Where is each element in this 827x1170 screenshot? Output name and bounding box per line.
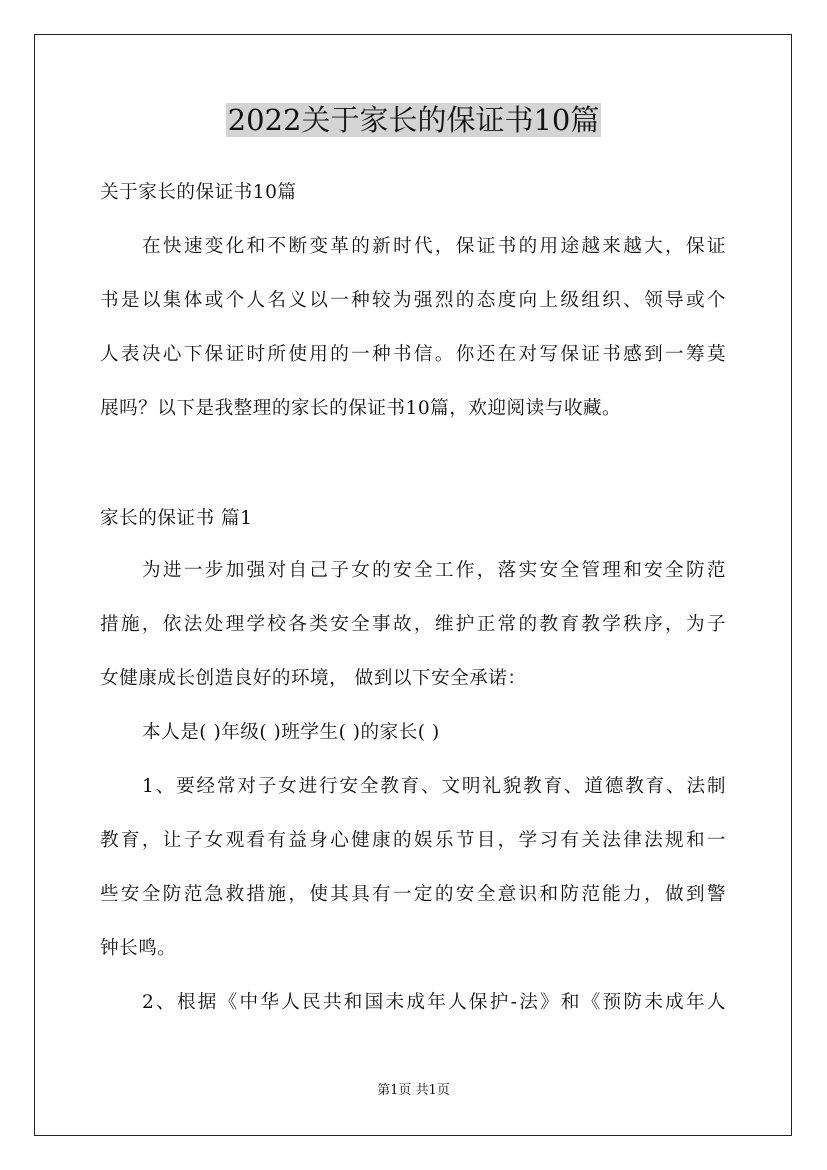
page-footer xyxy=(0,1081,827,1101)
section-line: 女健康成长创造良好的环境， 做到以下安全承诺： xyxy=(100,668,527,689)
item-1-line: 些安全防范急救措施，使其具有一定的安全意识和防范能力，做到警 xyxy=(100,884,726,905)
intro-paragraph xyxy=(100,220,726,436)
section-heading-text: 家长的保证书 篇1 xyxy=(100,508,253,529)
item-1-paragraph xyxy=(100,760,726,976)
identity-paragraph xyxy=(100,706,726,760)
section-heading xyxy=(100,492,726,546)
subtitle-text: 关于家长的保证书10篇 xyxy=(100,182,297,203)
document-title-text: 2022关于家长的保证书10篇 xyxy=(227,103,600,137)
section-paragraph xyxy=(100,544,726,706)
intro-line: 在快速变化和不断变革的新时代，保证书的用途越来越大，保证 xyxy=(142,236,726,257)
page-number: 第1页 共1页 xyxy=(377,1083,450,1098)
identity-line: 本人是( )年级( )班学生( )的家长( ) xyxy=(142,722,440,743)
item-1-line: 教育，让子女观看有益身心健康的娱乐节目，学习有关法律法规和一 xyxy=(100,830,726,851)
item-1-line: 钟长鸣。 xyxy=(100,938,177,959)
intro-line: 书是以集体或个人名义以一种较为强烈的态度向上级组织、领导或个 xyxy=(100,290,726,311)
intro-line: 人表决心下保证时所使用的一种书信。你还在对写保证书感到一筹莫 xyxy=(100,344,726,365)
document-subtitle xyxy=(100,166,726,220)
item-2-line: 2、根据《中华人民共和国未成年人保护-法》和《预防未成年人 xyxy=(142,992,726,1013)
section-line: 为进一步加强对自己子女的安全工作，落实安全管理和安全防范 xyxy=(142,560,726,581)
intro-line: 展吗？以下是我整理的家长的保证书10篇，欢迎阅读与收藏。 xyxy=(100,398,622,419)
section-line: 措施，依法处理学校各类安全事故，维护正常的教育教学秩序，为子 xyxy=(100,614,726,635)
item-1-line: 1、要经常对子女进行安全教育、文明礼貌教育、道德教育、法制 xyxy=(142,776,726,797)
item-2-paragraph xyxy=(100,976,726,1030)
document-title xyxy=(0,100,827,140)
